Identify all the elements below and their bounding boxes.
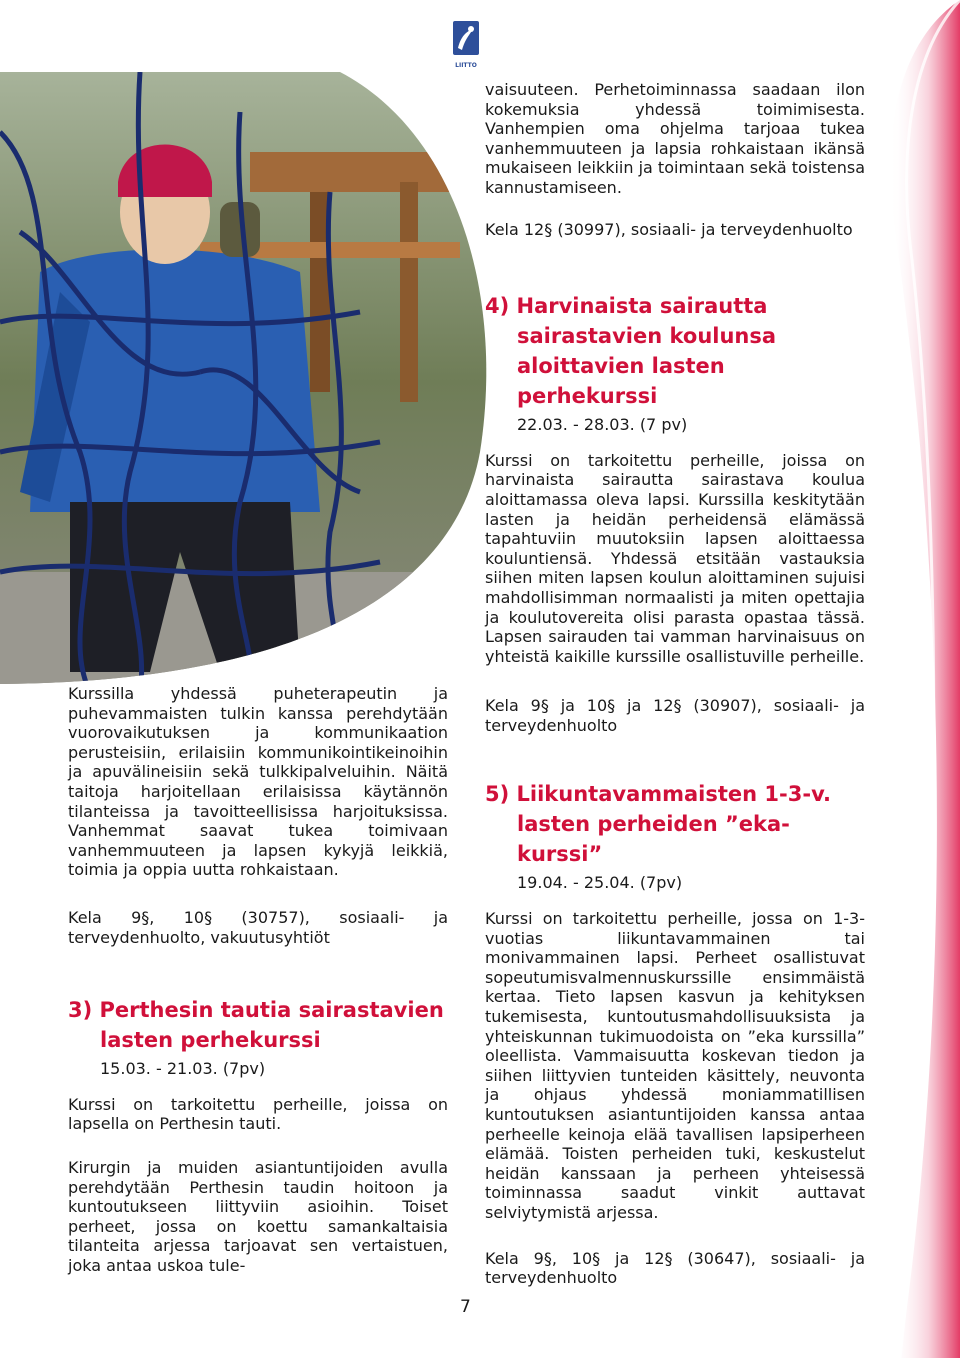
page-number: 7 xyxy=(460,1297,471,1317)
course-5-heading: 5) Liikuntavammaisten 1-3-v. lasten perheiden ”eka-kurssi” xyxy=(485,782,832,867)
speech-course-paragraph: Kurssilla yhdessä puheterapeutin ja puhevammaisten tulkin kanssa perehdytään vuorovaikutuksen ja kommunikaation perusteisiin, erilaisiin kommunikointikeinoihin ja apuvälineisiin sekä tulkkipalveluihin. Näitä taitoja harjoitellaan erilaisissa käytännön tilanteissa ja tavoitteellisissa harjoituksissa. Vanhemmat saavat tukea toimivaan vanhemmuuteen ja lapsen kykyjä leikkiä, toimia ja oppia uutta rohkaistaan. xyxy=(68,684,448,880)
photo-child-climbing-net xyxy=(0,72,500,692)
right-column xyxy=(485,80,865,1302)
course-5-funding-reference: Kela 9§, 10§ ja 12§ (30647), sosiaali- ja terveydenhuolto xyxy=(485,1248,865,1288)
logo-emblem-icon xyxy=(452,20,480,58)
course-5-dates: 19.04. - 25.04. (7pv) xyxy=(517,873,683,893)
course-3-heading: 3) Perthesin tautia sairastavien lasten perhekurssi xyxy=(68,998,444,1053)
course-3-dates: 15.03. - 21.03. (7pv) xyxy=(100,1059,266,1079)
course-3-description: Kurssi on tarkoitettu perheille, joissa on lapsella on Perthesin tauti. xyxy=(68,1094,448,1134)
course-3-details: Kirurgin ja muiden asiantuntijoiden avulla perehdytään Perthesin taudin hoitoon ja kuntoutukseen liittyviin asioihin. Toiset perheet, jossa on koettu samankaltaisia tilanteita arjessa tarjoavat sen vertaistuen, joka antaa uskoa tule- xyxy=(68,1157,448,1275)
intro-paragraph-continued: vaisuuteen. Perhetoiminnassa saadaan ilon kokemuksia yhdessä toimimisesta. Vanhempien oma ohjelma tarjoaa tukea vanhemmuuteen ja lapsia rohkaistaan ikänsä mukaiseen leikkiin ja toimintaan sekä toistensa kannustamiseen. xyxy=(485,80,866,197)
course-4-heading: 4) Harvinaista sairautta sairastavien koulunsa aloittavien lasten perhekurssi xyxy=(485,294,777,409)
organization-logo xyxy=(452,20,480,70)
course-4-dates: 22.03. - 28.03. (7 pv) xyxy=(517,415,688,435)
funding-reference: Kela 12§ (30997), sosiaali- ja terveydenhuolto xyxy=(485,219,853,239)
left-column xyxy=(68,684,448,1289)
course-4-funding-reference: Kela 9§ ja 10§ ja 12§ (30907), sosiaali- ja terveydenhuolto xyxy=(485,696,865,735)
speech-course-funding-reference: Kela 9§, 10§ (30757), sosiaali- ja terveydenhuolto, vakuutusyhtiöt xyxy=(68,907,448,947)
logo-text: LIITTO xyxy=(455,62,477,69)
course-4-description: Kurssi on tarkoitettu perheille, joissa on harvinaista sairautta sairastava koulua aloittamassa oleva lapsi. Kurssilla keskitytään lasten ja heidän perheidensä elämässä tapahtuviin muutoksiin lapsen aloittaessa kouluntiensä. Yhdessä etsitään vastauksia siihen miten lapsen koulun aloittaminen sujuisi mahdollisimman normaalisti ja miten opettajia ja koulutovereita olisi parasta opastaa tässä. Lapsen sairauden tai vamman harvinaisuus on yhteistä kaikille kurssille osallistuville perheille. xyxy=(485,450,865,666)
course-5-description: Kurssi on tarkoitettu perheille, jossa on 1-3-vuotias liikuntavammainen tai monivammainen lapsi. Perheet osallistuvat sopeutumisvalmennuskurssille ensimmäistä kertaa. Tieto lapsen kasvun ja kehityksen tukemisesta, kuntoutusmahdollisuuksista ja yhteiskunnan tukimuodoista on ”eka kurssilla” oleellista. Vammaisuutta koskevan tiedon ja siihen liittyvien tunteiden käsittely, neuvonta ja ohjaus yhdessä moniammatillisen kuntoutuksen asiantuntijoiden kanssa antaa perheelle keinoja elää tavallisen lapsiperheen elämää. Toisten perheiden tuki, keskustelut heidän kanssaan ja perheen yhteisessä toiminnassa saadut vinkit auttavat selviytymistä arjessa. xyxy=(485,909,865,1222)
